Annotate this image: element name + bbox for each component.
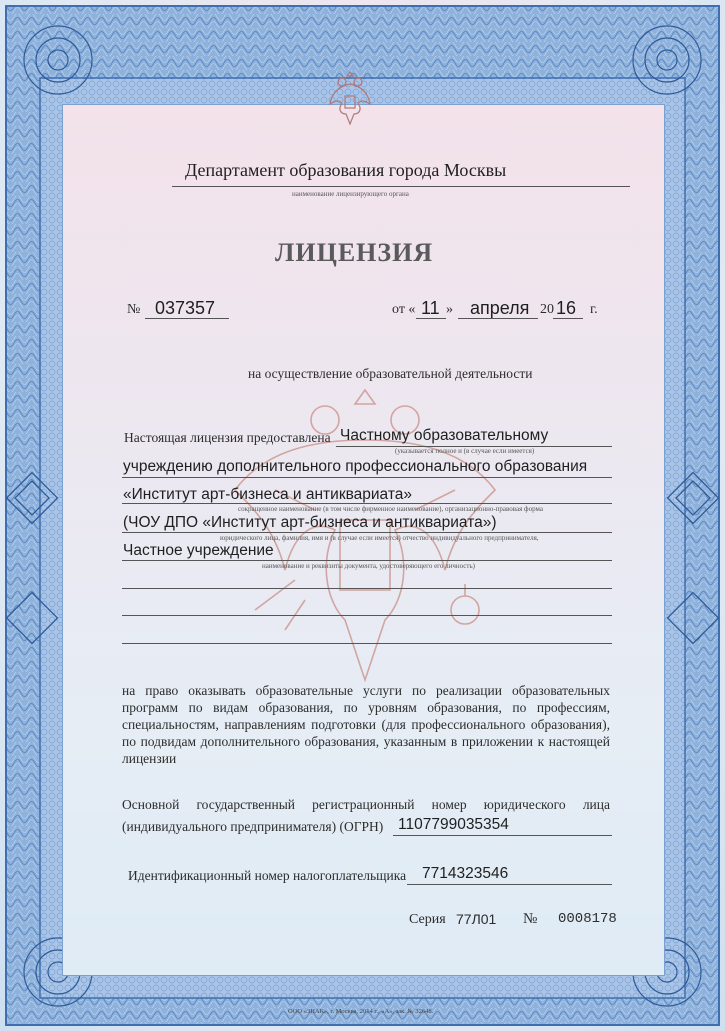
authority-underline — [172, 186, 630, 187]
ogrn-value: 1107799035354 — [398, 816, 509, 833]
license-number: 037357 — [155, 298, 216, 318]
number-underline — [145, 318, 229, 319]
date-open: от « — [392, 302, 416, 317]
inn-underline — [407, 884, 612, 885]
org-name-line-3: «Институт арт-бизнеса и антиквариата» — [123, 486, 413, 503]
blank-line-3 — [122, 643, 612, 644]
number-label: № — [127, 302, 141, 317]
caption-short-name: сокращенное наименование (в том числе фирменное наименование), организационно-правовая форма — [238, 505, 543, 513]
inn-value: 7714323546 — [422, 865, 509, 882]
rights-paragraph: на право оказывать образовательные услуги по реализации образовательных программ по видам образования, по уровням образования, по профессиям, специальностям, направлениям подготовки (для профессионального образования), по подвидам дополнительного образования, указанным в приложении к настоящей лицензии — [122, 683, 610, 766]
blank-line-2 — [122, 615, 612, 616]
blank-line-1 — [122, 588, 612, 589]
org-name-line-5: Частное учреждение — [123, 542, 274, 559]
series-label: Серия — [409, 912, 446, 927]
ogrn-underline — [393, 835, 612, 836]
purpose-text: на осуществление образовательной деятельности — [248, 366, 533, 381]
month-underline — [458, 318, 538, 319]
org-name-line-2: учреждению дополнительного профессионального образования — [123, 458, 588, 475]
org-underline-2 — [122, 477, 612, 478]
issuing-authority: Департамент образования города Москвы — [185, 160, 507, 180]
ogrn-label-line-1: Основной государственный регистрационный номер юридического лица — [122, 797, 610, 812]
year-underline — [553, 318, 583, 319]
date-year: 16 — [556, 298, 577, 318]
org-underline-5 — [122, 560, 612, 561]
day-underline — [416, 318, 446, 319]
coat-of-arms-emblem — [326, 68, 374, 130]
org-underline-3 — [122, 503, 612, 504]
org-name-line-4: (ЧОУ ДПО «Институт арт-бизнеса и антиквариата») — [123, 514, 497, 531]
form-number-value: 0008178 — [558, 911, 617, 927]
caption-legal-entity: юридического лица, фамилия, имя и (в случае если имеется) отчество индивидуального предпринимателя, — [220, 534, 539, 542]
caption-identity-doc: наименование и реквизиты документа, удостоверяющего его личность) — [262, 562, 475, 570]
org-underline-4 — [122, 532, 612, 533]
form-number-label: № — [523, 911, 538, 927]
series-value: 77Л01 — [456, 911, 497, 927]
inn-label: Идентификационный номер налогоплательщика — [128, 868, 407, 883]
ogrn-label-line-2: (индивидуального предпринимателя) (ОГРН) — [122, 819, 384, 834]
caption-full-name: (указывается полное и (в случае если имеется) — [395, 447, 535, 455]
year-prefix: 20 — [540, 302, 554, 317]
date-month: апреля — [470, 298, 530, 318]
document-title: ЛИЦЕНЗИЯ — [275, 238, 434, 267]
date-close: » — [446, 302, 453, 317]
org-name-line-1: Частному образовательному — [340, 427, 549, 444]
granted-label: Настоящая лицензия предоставлена — [124, 430, 331, 445]
year-suffix: г. — [590, 302, 598, 317]
authority-caption: наименование лицензирующего органа — [292, 190, 409, 198]
date-day: 11 — [421, 298, 440, 318]
printer-footer: ООО «ЗНАК», г. Москва, 2014 г., «А», зак. № 32648. — [288, 1008, 434, 1015]
